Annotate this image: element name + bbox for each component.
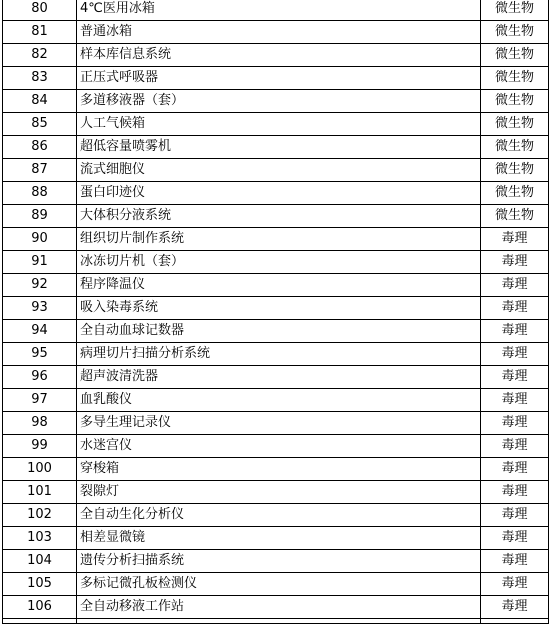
row-number-cell: 98 (3, 412, 77, 435)
category-cell: 毒理 (481, 481, 549, 504)
table-row (3, 136, 549, 159)
row-number-cell: 90 (3, 228, 77, 251)
equipment-name-cell: 病理切片扫描分析系统 (77, 343, 481, 366)
equipment-name-cell: 超低容量喷雾机 (77, 136, 481, 159)
row-number-cell: 85 (3, 113, 77, 136)
equipment-name-cell: 血乳酸仪 (77, 389, 481, 412)
category-cell: 微生物 (481, 182, 549, 205)
category-cell: 毒理 (481, 366, 549, 389)
table-row (3, 504, 549, 527)
category-cell: 微生物 (481, 0, 549, 21)
equipment-name-cell: 裂隙灯 (77, 481, 481, 504)
equipment-name-cell: 相差显微镜 (77, 527, 481, 550)
equipment-name-cell: 穿梭箱 (77, 458, 481, 481)
table-row (3, 159, 549, 182)
category-cell: 毒理 (481, 504, 549, 527)
equipment-name-cell: 普通冰箱 (77, 21, 481, 44)
row-number-cell: 92 (3, 274, 77, 297)
equipment-name-cell: 蛋白印迹仪 (77, 182, 481, 205)
table-row (3, 435, 549, 458)
table-row (3, 412, 549, 435)
equipment-name-cell: 遗传分析扫描系统 (77, 550, 481, 573)
category-cell: 毒理 (481, 297, 549, 320)
equipment-name-cell: 大体积分液系统 (77, 205, 481, 228)
row-number-cell: 84 (3, 90, 77, 113)
equipment-table (2, 0, 549, 624)
equipment-name-cell: 水迷宫仪 (77, 435, 481, 458)
row-number-cell: 88 (3, 182, 77, 205)
table-row (3, 0, 549, 21)
category-cell: 微生物 (481, 113, 549, 136)
equipment-name-cell: 流式细胞仪 (77, 159, 481, 182)
equipment-name-cell: 吸入染毒系统 (77, 297, 481, 320)
row-number-cell: 99 (3, 435, 77, 458)
table-row (3, 366, 549, 389)
category-cell: 微生物 (481, 21, 549, 44)
row-number-cell: 100 (3, 458, 77, 481)
category-cell: 毒理 (481, 343, 549, 366)
category-cell: 毒理 (481, 573, 549, 596)
row-number-cell: 106 (3, 596, 77, 619)
equipment-name-cell: 人工气候箱 (77, 113, 481, 136)
row-number-cell: 95 (3, 343, 77, 366)
category-cell: 微生物 (481, 205, 549, 228)
equipment-name-cell: 多导生理记录仪 (77, 412, 481, 435)
equipment-name-cell: 多标记微孔板检测仪 (77, 573, 481, 596)
row-number-cell: 104 (3, 550, 77, 573)
table-row (3, 228, 549, 251)
category-cell: 微生物 (481, 136, 549, 159)
table-row (3, 527, 549, 550)
category-cell: 毒理 (481, 251, 549, 274)
equipment-name-cell: 全自动血球记数器 (77, 320, 481, 343)
equipment-name-cell: 4℃医用冰箱 (77, 0, 481, 21)
category-cell: 毒理 (481, 527, 549, 550)
table-row (3, 458, 549, 481)
equipment-name-cell: 样本库信息系统 (77, 44, 481, 67)
equipment-name-cell: 组织切片制作系统 (77, 228, 481, 251)
row-number-cell: 94 (3, 320, 77, 343)
row-number-cell: 83 (3, 67, 77, 90)
equipment-name-cell: 多道移液器（套） (77, 90, 481, 113)
category-cell: 毒理 (481, 596, 549, 619)
table-row (3, 113, 549, 136)
category-cell: 毒理 (481, 228, 549, 251)
equipment-name-cell: 全自动生化分析仪 (77, 504, 481, 527)
category-cell: 毒理 (481, 389, 549, 412)
row-number-cell: 105 (3, 573, 77, 596)
equipment-name-cell: 冰冻切片机（套） (77, 251, 481, 274)
row-number-cell: 91 (3, 251, 77, 274)
category-cell: 微生物 (481, 159, 549, 182)
table-row (3, 182, 549, 205)
empty-cell (481, 619, 549, 624)
table-row (3, 67, 549, 90)
row-number-cell: 89 (3, 205, 77, 228)
table-row (3, 90, 549, 113)
table-row (3, 44, 549, 67)
row-number-cell: 97 (3, 389, 77, 412)
equipment-name-cell: 全自动移液工作站 (77, 596, 481, 619)
row-number-cell: 96 (3, 366, 77, 389)
category-cell: 微生物 (481, 44, 549, 67)
row-number-cell: 87 (3, 159, 77, 182)
table-row-partial (3, 619, 549, 624)
empty-cell (3, 619, 77, 624)
table-row (3, 481, 549, 504)
row-number-cell: 103 (3, 527, 77, 550)
category-cell: 毒理 (481, 274, 549, 297)
equipment-name-cell: 超声波清洗器 (77, 366, 481, 389)
row-number-cell: 86 (3, 136, 77, 159)
category-cell: 微生物 (481, 67, 549, 90)
equipment-table-body (3, 0, 549, 624)
category-cell: 毒理 (481, 550, 549, 573)
table-row (3, 389, 549, 412)
category-cell: 毒理 (481, 435, 549, 458)
row-number-cell: 81 (3, 21, 77, 44)
row-number-cell: 101 (3, 481, 77, 504)
equipment-name-cell: 程序降温仪 (77, 274, 481, 297)
table-row (3, 550, 549, 573)
category-cell: 毒理 (481, 320, 549, 343)
table-row (3, 343, 549, 366)
table-row (3, 297, 549, 320)
row-number-cell: 82 (3, 44, 77, 67)
table-row (3, 596, 549, 619)
table-row (3, 274, 549, 297)
table-row (3, 320, 549, 343)
row-number-cell: 93 (3, 297, 77, 320)
table-row (3, 21, 549, 44)
table-row (3, 573, 549, 596)
row-number-cell: 80 (3, 0, 77, 21)
table-row (3, 251, 549, 274)
category-cell: 微生物 (481, 90, 549, 113)
category-cell: 毒理 (481, 412, 549, 435)
table-row (3, 205, 549, 228)
empty-cell (77, 619, 481, 624)
category-cell: 毒理 (481, 458, 549, 481)
equipment-name-cell: 正压式呼吸器 (77, 67, 481, 90)
row-number-cell: 102 (3, 504, 77, 527)
